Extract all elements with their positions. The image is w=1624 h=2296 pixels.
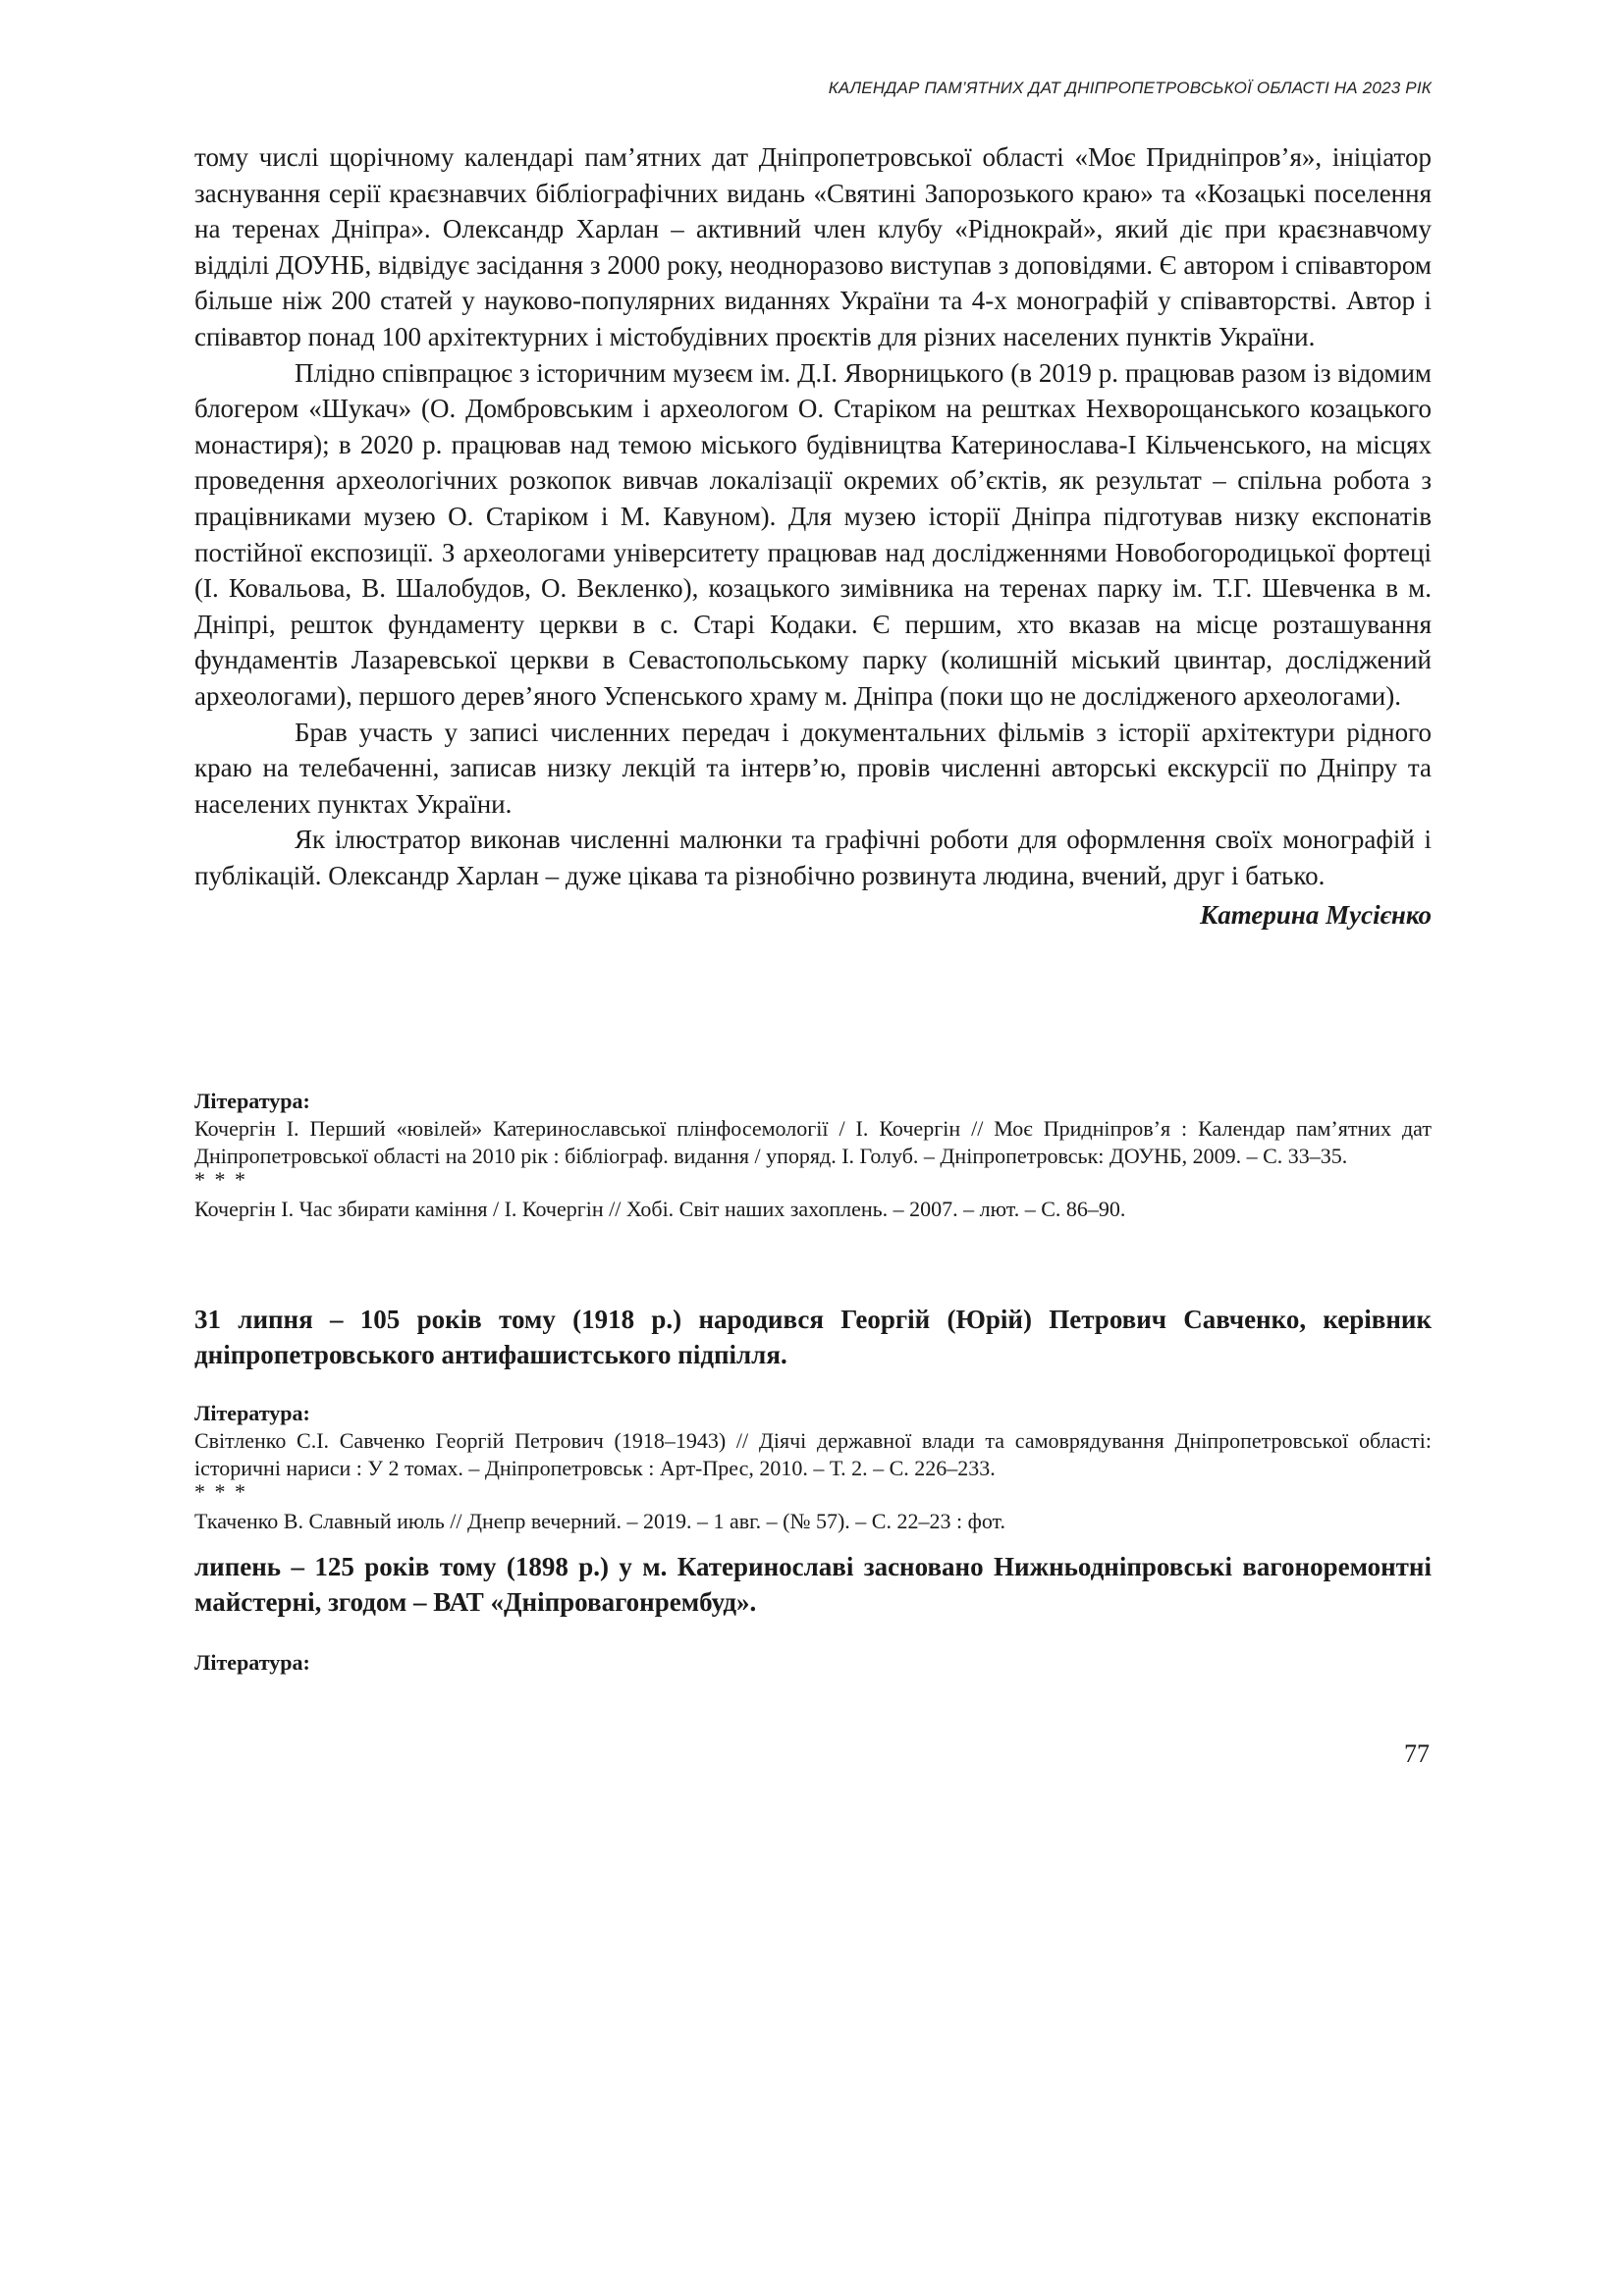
literature-block	[194, 1400, 1432, 1535]
event-heading: 31 липня – 105 років тому (1918 р.) народився Георгій (Юрій) Петрович Савченко, керівник дніпропетровського антифашистського підпілля.	[194, 1305, 1432, 1369]
article-paragraph: тому числі щорічному календарі пам’ятних дат Дніпропетровської області «Моє Придніпров’я», ініціатор заснування серії краєзнавчих бібліографічних видань «Святині Запорозького краю» та «Козацькі поселення на теренах Дніпра». Олександр Харлан – активний член клубу «Ріднокрай», який діє при краєзнавчому відділі ДОУНБ, відвідує засідання з 2000 року, неодноразово виступав з доповідями. Є автором і співавтором більше ніж 200 статей у науково-популярних виданнях України та 4-х монографій у співавторстві. Автор і співавтор понад 100 архітектурних і містобудівних проєктів для різних населених пунктів України.	[194, 142, 1432, 351]
article-paragraph: Як ілюстратор виконав численні малюнки та графічні роботи для оформлення своїх монографій і публікацій. Олександр Харлан – дуже цікава та різнобічно розвинута людина, вчений, друг і батько.	[194, 825, 1432, 890]
event-heading: липень – 125 років тому (1898 р.) у м. Катеринославі засновано Нижньодніпровські вагоноремонтні майстерні, згодом – ВАТ «Дніпровагонрембуд».	[194, 1552, 1432, 1617]
literature-label: Література:	[194, 1401, 310, 1425]
literature-entry: Ткаченко В. Славный июль // Днепр вечерний. – 2019. – 1 авг. – (№ 57). – С. 22–23 : фот.	[194, 1509, 1005, 1533]
article-paragraph: Брав участь у записі численних передач і документальних фільмів з історії архітектури рідного краю на телебаченні, записав низку лекцій та інтерв’ю, провів численні авторські екскурсії по Дніпру та населених пунктах України.	[194, 717, 1432, 819]
running-header: КАЛЕНДАР ПАМ’ЯТНИХ ДАТ ДНІПРОПЕТРОВСЬКОЇ ОБЛАСТІ НА 2023 РІК	[828, 79, 1432, 97]
entry-separator: * * *	[194, 1167, 247, 1192]
literature-entry: Світленко С.І. Савченко Георгій Петрович (1918–1943) // Діячі державної влади та самоврядування Дніпропетровської області: історичні нариси : У 2 томах. – Дніпропетровськ : Арт-Прес, 2010. – Т. 2. – С. 226–233.	[194, 1428, 1432, 1480]
literature-label: Література:	[194, 1650, 310, 1675]
literature-label: Література:	[194, 1089, 310, 1113]
article-paragraph: Плідно співпрацює з історичним музеєм ім. Д.І. Яворницького (в 2019 р. працював разом із відомим блогером «Шукач» (О. Домбровським і археологом О. Старіком на рештках Нехворощанського козацького монастиря); в 2020 р. працював над темою міського будівництва Катеринослава-І Кільченського, на місцях проведення археологічних розкопок вивчав локалізації окремих об’єктів, як результат – спільна робота з працівниками музею О. Старіком і М. Кавуном). Для музею історії Дніпра підготував низку експонатів постійної експозиції. З археологами університету працював над дослідженнями Новобогородицької фортеці (І. Ковальова, В. Шалобудов, О. Векленко), козацького зимівника на теренах парку ім. Т.Г. Шевченка в м. Дніпрі, решток фундаменту церкви в с. Старі Кодаки. Є першим, хто вказав на місце розташування фундаментів Лазаревської церкви в Севастопольському парку (колишній міський цвинтар, досліджений археологами), першого дерев’яного Успенського храму м. Дніпра (поки що не дослідженого археологами).	[194, 357, 1432, 711]
article-body	[194, 139, 1432, 934]
page-number: 77	[1404, 1739, 1430, 1768]
entry-separator: * * *	[194, 1479, 247, 1504]
literature-entry: Кочергін І. Перший «ювілей» Катеринославської плінфосемології / І. Кочергін // Моє Придніпров’я : Календар пам’ятних дат Дніпропетровської області на 2010 рік : бібліограф. видання / упоряд. І. Голуб. – Дніпропетровськ: ДОУНБ, 2009. – С. 33–35.	[194, 1116, 1432, 1168]
literature-entry: Кочергін І. Час збирати каміння / І. Кочергін // Хобі. Світ наших захоплень. – 2007. – лют. – С. 86–90.	[194, 1197, 1126, 1221]
author-signature: Катерина Мусієнко	[1199, 900, 1432, 931]
literature-block	[194, 1088, 1432, 1223]
literature-block	[194, 1649, 1432, 1677]
